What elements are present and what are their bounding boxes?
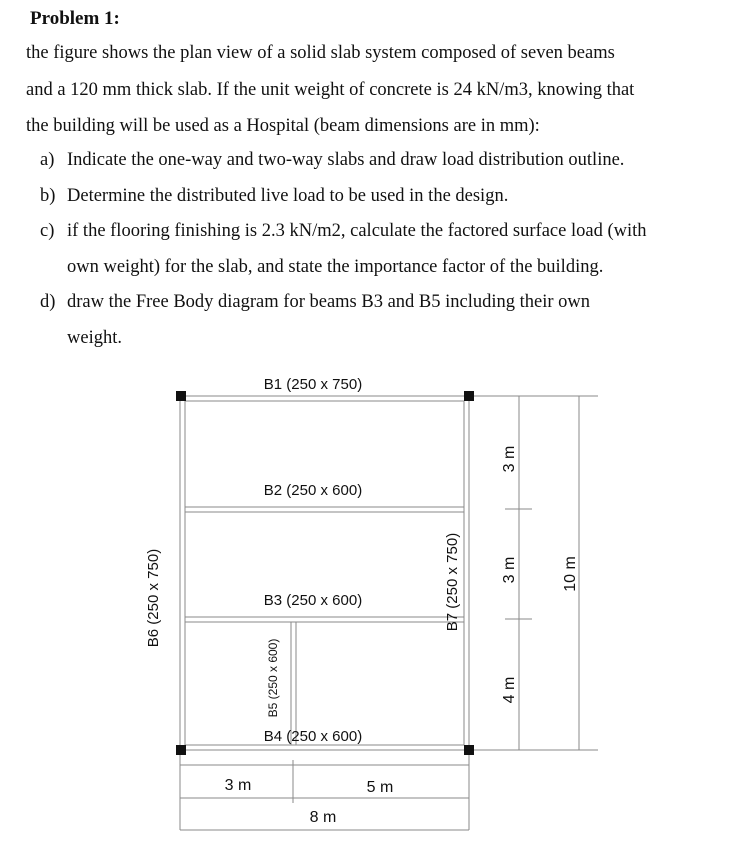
column-bottom-right	[464, 745, 474, 755]
beam-b4-label: B4 (250 x 600)	[263, 728, 363, 745]
item-b-marker: b)	[40, 186, 56, 206]
dim-bay-right-label: 5 m	[366, 779, 394, 796]
item-c-marker: c)	[40, 221, 55, 241]
item-d-text-1: draw the Free Body diagram for beams B3 and B5 including their own	[67, 292, 591, 312]
item-a-text: Indicate the one-way and two-way slabs and draw load distribution outline.	[67, 150, 625, 170]
intro-line-1: the figure shows the plan view of a solid slab system composed of seven beams	[26, 43, 615, 63]
column-bottom-left	[176, 745, 186, 755]
beam-frame-outer	[180, 396, 469, 750]
item-d-marker: d)	[40, 292, 56, 312]
beam-b5-label: B5 (250 x 600)	[266, 638, 280, 718]
intro-line-2: and a 120 mm thick slab. If the unit weight of concrete is 24 kN/m3, knowing that	[26, 80, 635, 100]
item-d-text-2: weight.	[67, 328, 122, 348]
beam-b3-label: B3 (250 x 600)	[263, 592, 363, 609]
item-c-text-1: if the flooring finishing is 2.3 kN/m2, calculate the factored surface load (with	[67, 221, 647, 241]
dim-total-height-label: 10 m	[562, 556, 579, 592]
beam-b1-label: B1 (250 x 750)	[263, 376, 363, 393]
item-a-marker: a)	[40, 150, 55, 170]
beam-b2-label: B2 (250 x 600)	[263, 482, 363, 499]
dim-span-bottom-label: 4 m	[501, 676, 518, 704]
dim-span-top-label: 3 m	[501, 445, 518, 473]
dim-span-mid-label: 3 m	[501, 556, 518, 584]
problem-title: Problem 1:	[30, 8, 120, 29]
beam-b7-label: B7 (250 x 750)	[444, 532, 461, 632]
item-c-text-2: own weight) for the slab, and state the importance factor of the building.	[67, 257, 604, 277]
item-b-text: Determine the distributed live load to be used in the design.	[67, 186, 509, 206]
intro-line-3: the building will be used as a Hospital (beam dimensions are in mm):	[26, 116, 540, 136]
column-top-left	[176, 391, 186, 401]
beam-b6-label: B6 (250 x 750)	[145, 548, 162, 648]
dim-bay-left-label: 3 m	[224, 777, 252, 794]
beam-frame-inner	[185, 401, 464, 745]
dim-total-width-label: 8 m	[309, 809, 337, 826]
column-top-right	[464, 391, 474, 401]
